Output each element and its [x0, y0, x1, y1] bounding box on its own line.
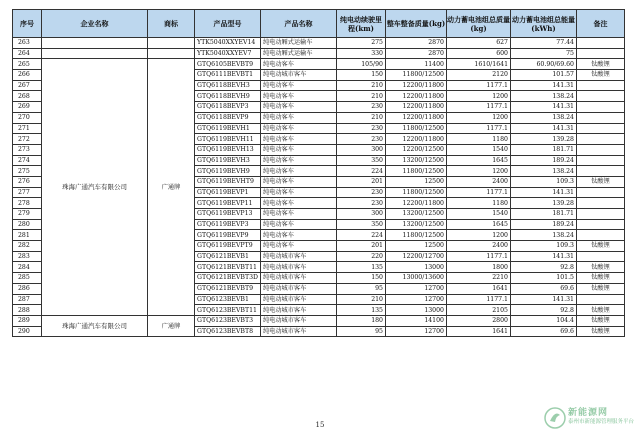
row-battery-mass: 1177.1: [447, 102, 511, 113]
row-product-name: 纯电动客车: [261, 241, 337, 252]
header-brand: 商标: [148, 10, 195, 38]
row-model: GTQ6119BEVPT9: [195, 241, 261, 252]
row-curb-mass: 12500: [386, 241, 447, 252]
row-model: GTQ6119BEVH11: [195, 134, 261, 145]
row-model: GTQ6121BEVBT3D: [195, 273, 261, 284]
row-note: 钛酸锂: [577, 273, 625, 284]
row-product-name: 纯电动客车: [261, 91, 337, 102]
row-battery-mass: 1540: [447, 144, 511, 155]
row-battery-energy: 141.31: [511, 80, 577, 91]
row-note: [577, 48, 625, 59]
row-note: [577, 91, 625, 102]
row-product-name: 纯电动城市客车: [261, 305, 337, 316]
row-company: 珠海广通汽车有限公司: [42, 315, 148, 336]
row-curb-mass: 12700: [386, 326, 447, 337]
row-seq: 279: [13, 209, 42, 220]
row-product-name: 纯电动客车: [261, 102, 337, 113]
row-range: 230: [337, 123, 386, 134]
row-note: [577, 294, 625, 305]
row-seq: 281: [13, 230, 42, 241]
row-battery-mass: 1800: [447, 262, 511, 273]
row-battery-mass: 1177.1: [447, 294, 511, 305]
row-seq: 282: [13, 241, 42, 252]
row-range: 95: [337, 326, 386, 337]
row-curb-mass: 13200/12500: [386, 209, 447, 220]
row-product-name: 纯电动城市客车: [261, 251, 337, 262]
row-battery-mass: 2120: [447, 70, 511, 81]
row-range: 224: [337, 166, 386, 177]
row-seq: 289: [13, 315, 42, 326]
table-row: [13, 48, 625, 59]
row-model: GTQ6123BEVBT8: [195, 326, 261, 337]
row-model: GTQ6123BEVBT3: [195, 315, 261, 326]
row-note: [577, 230, 625, 241]
row-model: GTQ6119BEVH13: [195, 144, 261, 155]
header-model: 产品型号: [195, 10, 261, 38]
row-battery-mass: 2400: [447, 176, 511, 187]
row-range: 350: [337, 219, 386, 230]
header-product-name: 产品名称: [261, 10, 337, 38]
row-seq: 285: [13, 273, 42, 284]
row-note: [577, 166, 625, 177]
row-note: [577, 209, 625, 220]
row-battery-mass: 1180: [447, 134, 511, 145]
row-product-name: 纯电动客车: [261, 230, 337, 241]
row-range: 201: [337, 241, 386, 252]
row-note: [577, 112, 625, 123]
row-seq: 290: [13, 326, 42, 337]
row-curb-mass: 13000/13600: [386, 273, 447, 284]
row-battery-energy: 109.3: [511, 176, 577, 187]
header-curb-mass: 整车整备质量(kg): [386, 10, 447, 38]
row-note: [577, 198, 625, 209]
row-note: 钛酸锂: [577, 326, 625, 337]
row-curb-mass: 12700: [386, 294, 447, 305]
row-model: GTQ6119BEVP3: [195, 219, 261, 230]
row-seq: 273: [13, 144, 42, 155]
row-range: 150: [337, 70, 386, 81]
row-product-name: 纯电动厢式运输车: [261, 48, 337, 59]
row-company: [42, 48, 148, 59]
watermark-subtitle: 泰州市新能源管理服务平台: [567, 419, 634, 425]
row-brand: 广通牌: [148, 315, 195, 336]
row-seq: 271: [13, 123, 42, 134]
row-note: [577, 102, 625, 113]
row-curb-mass: 13200/12500: [386, 219, 447, 230]
row-product-name: 纯电动城市客车: [261, 294, 337, 305]
row-product-name: 纯电动客车: [261, 112, 337, 123]
row-range: 300: [337, 144, 386, 155]
row-product-name: 纯电动客车: [261, 219, 337, 230]
row-model: GTQ6123BEVBT11: [195, 305, 261, 316]
row-seq: 267: [13, 80, 42, 91]
row-model: GTQ6121BEVBT11: [195, 262, 261, 273]
row-battery-mass: 1177.1: [447, 123, 511, 134]
row-battery-energy: 77.44: [511, 38, 577, 49]
table-row: [13, 59, 625, 70]
row-curb-mass: 12200/11800: [386, 134, 447, 145]
header-company: 企业名称: [42, 10, 148, 38]
row-battery-energy: 181.71: [511, 144, 577, 155]
row-seq: 272: [13, 134, 42, 145]
header-battery-energy: 动力蓄电池组总能量(kWh): [511, 10, 577, 38]
row-range: 275: [337, 38, 386, 49]
row-battery-energy: 69.6: [511, 326, 577, 337]
row-battery-mass: 1200: [447, 112, 511, 123]
row-model: GTQ6119BEVP13: [195, 209, 261, 220]
header-range: 纯电动续驶里程(km): [337, 10, 386, 38]
row-battery-mass: 1177.1: [447, 80, 511, 91]
row-product-name: 纯电动城市客车: [261, 262, 337, 273]
row-product-name: 纯电动城市客车: [261, 315, 337, 326]
row-battery-mass: 1641: [447, 283, 511, 294]
vehicle-catalog-table: [12, 9, 625, 337]
row-product-name: 纯电动厢式运输车: [261, 38, 337, 49]
row-curb-mass: 13200/12500: [386, 155, 447, 166]
row-model: GTQ6119BEVH3: [195, 155, 261, 166]
row-curb-mass: 12200/11800: [386, 91, 447, 102]
row-battery-energy: 181.71: [511, 209, 577, 220]
row-battery-energy: 141.31: [511, 251, 577, 262]
row-seq: 266: [13, 70, 42, 81]
row-battery-energy: 138.24: [511, 230, 577, 241]
row-note: [577, 134, 625, 145]
row-range: 300: [337, 209, 386, 220]
row-battery-mass: 1645: [447, 155, 511, 166]
header-note: 备注: [577, 10, 625, 38]
row-range: 210: [337, 112, 386, 123]
row-battery-energy: 138.24: [511, 166, 577, 177]
row-product-name: 纯电动客车: [261, 59, 337, 70]
row-note: [577, 123, 625, 134]
row-brand: 广通牌: [148, 59, 195, 316]
row-model: GTQ6118BEVP9: [195, 112, 261, 123]
header-battery-mass: 动力蓄电池组总质量(kg): [447, 10, 511, 38]
row-curb-mass: 2870: [386, 48, 447, 59]
row-seq: 277: [13, 187, 42, 198]
row-battery-energy: 141.31: [511, 294, 577, 305]
row-curb-mass: 12200/12700: [386, 251, 447, 262]
row-battery-energy: 104.4: [511, 315, 577, 326]
row-range: 230: [337, 187, 386, 198]
row-model: GTQ6119BEVP11: [195, 198, 261, 209]
row-battery-mass: 1180: [447, 198, 511, 209]
header-row: [13, 10, 625, 38]
row-range: 210: [337, 80, 386, 91]
row-battery-energy: 138.24: [511, 112, 577, 123]
row-battery-mass: 1540: [447, 209, 511, 220]
row-battery-mass: 2400: [447, 241, 511, 252]
row-note: 钛酸锂: [577, 241, 625, 252]
row-product-name: 纯电动客车: [261, 198, 337, 209]
row-battery-mass: 600: [447, 48, 511, 59]
header-seq: 序号: [13, 10, 42, 38]
row-product-name: 纯电动客车: [261, 187, 337, 198]
row-product-name: 纯电动城市客车: [261, 326, 337, 337]
row-battery-mass: 1641: [447, 326, 511, 337]
row-battery-mass: 2800: [447, 315, 511, 326]
row-seq: 263: [13, 38, 42, 49]
row-model: GTQ6119BEVH9: [195, 166, 261, 177]
row-battery-energy: 141.31: [511, 123, 577, 134]
row-model: YTK5040XXYEV7: [195, 48, 261, 59]
row-range: 230: [337, 198, 386, 209]
row-battery-mass: 1177.1: [447, 187, 511, 198]
row-range: 105/90: [337, 59, 386, 70]
row-product-name: 纯电动城市客车: [261, 283, 337, 294]
row-curb-mass: 2870: [386, 38, 447, 49]
row-note: 钛酸锂: [577, 176, 625, 187]
page-number: 15: [315, 421, 325, 429]
row-company: 珠海广通汽车有限公司: [42, 59, 148, 316]
row-battery-energy: 109.3: [511, 241, 577, 252]
row-battery-mass: 1200: [447, 230, 511, 241]
row-seq: 274: [13, 155, 42, 166]
row-range: 330: [337, 48, 386, 59]
row-model: GTQ6111BEVBT1: [195, 70, 261, 81]
row-battery-mass: 2105: [447, 305, 511, 316]
row-product-name: 纯电动客车: [261, 80, 337, 91]
row-product-name: 纯电动城市客车: [261, 273, 337, 284]
row-range: 220: [337, 251, 386, 262]
row-battery-energy: 189.24: [511, 219, 577, 230]
table-row: [13, 38, 625, 49]
row-battery-energy: 139.28: [511, 198, 577, 209]
row-curb-mass: 12500: [386, 176, 447, 187]
row-battery-mass: 1645: [447, 219, 511, 230]
row-curb-mass: 13000: [386, 262, 447, 273]
watermark: [544, 407, 634, 429]
row-product-name: 纯电动城市客车: [261, 70, 337, 81]
row-note: [577, 187, 625, 198]
row-product-name: 纯电动客车: [261, 134, 337, 145]
row-range: 135: [337, 262, 386, 273]
row-range: 95: [337, 283, 386, 294]
row-seq: 283: [13, 251, 42, 262]
row-note: 钛酸锂: [577, 315, 625, 326]
row-battery-mass: 1200: [447, 91, 511, 102]
row-model: GTQ6119BEVP9: [195, 230, 261, 241]
row-range: 150: [337, 273, 386, 284]
row-model: GTQ6118BEVH3: [195, 80, 261, 91]
row-battery-energy: 139.28: [511, 134, 577, 145]
row-seq: 287: [13, 294, 42, 305]
row-battery-energy: 141.31: [511, 187, 577, 198]
row-model: GTQ6118BEVH9: [195, 91, 261, 102]
row-curb-mass: 14100: [386, 315, 447, 326]
row-curb-mass: 12200/11800: [386, 198, 447, 209]
row-model: GTQ6118BEVP3: [195, 102, 261, 113]
row-battery-mass: 1200: [447, 166, 511, 177]
row-model: YTK5040XXYEV14: [195, 38, 261, 49]
row-note: 钛酸锂: [577, 70, 625, 81]
row-battery-mass: 1177.1: [447, 251, 511, 262]
row-seq: 278: [13, 198, 42, 209]
row-product-name: 纯电动客车: [261, 123, 337, 134]
row-product-name: 纯电动客车: [261, 144, 337, 155]
row-note: [577, 219, 625, 230]
row-battery-energy: 101.57: [511, 70, 577, 81]
row-seq: 280: [13, 219, 42, 230]
watermark-title: 新能源网: [567, 408, 608, 418]
row-model: GTQ6119BEVHT9: [195, 176, 261, 187]
row-curb-mass: 11800/12500: [386, 187, 447, 198]
row-product-name: 纯电动客车: [261, 176, 337, 187]
row-battery-energy: 189.24: [511, 155, 577, 166]
row-curb-mass: 12700: [386, 283, 447, 294]
row-curb-mass: 12200/11800: [386, 112, 447, 123]
row-battery-mass: 2210: [447, 273, 511, 284]
row-range: 230: [337, 134, 386, 145]
row-battery-energy: 101.5: [511, 273, 577, 284]
row-product-name: 纯电动客车: [261, 166, 337, 177]
row-note: [577, 155, 625, 166]
row-seq: 269: [13, 102, 42, 113]
row-battery-energy: 92.8: [511, 305, 577, 316]
row-seq: 288: [13, 305, 42, 316]
row-brand: [148, 38, 195, 49]
row-range: 210: [337, 294, 386, 305]
table-row: [13, 315, 625, 326]
row-range: 350: [337, 155, 386, 166]
row-battery-energy: 141.31: [511, 102, 577, 113]
row-range: 135: [337, 305, 386, 316]
row-range: 230: [337, 102, 386, 113]
row-product-name: 纯电动客车: [261, 209, 337, 220]
row-battery-energy: 138.24: [511, 91, 577, 102]
watermark-logo-icon: [544, 407, 566, 429]
row-note: [577, 38, 625, 49]
row-curb-mass: 12200/11800: [386, 80, 447, 91]
row-curb-mass: 11800/12500: [386, 230, 447, 241]
row-model: GTQ6105BEVBT9: [195, 59, 261, 70]
row-seq: 264: [13, 48, 42, 59]
row-seq: 275: [13, 166, 42, 177]
row-note: [577, 144, 625, 155]
row-range: 180: [337, 315, 386, 326]
row-note: 钛酸锂: [577, 283, 625, 294]
row-note: [577, 80, 625, 91]
row-curb-mass: 12200/11800: [386, 102, 447, 113]
row-battery-energy: 75: [511, 48, 577, 59]
row-battery-mass: 627: [447, 38, 511, 49]
row-seq: 270: [13, 112, 42, 123]
row-note: [577, 251, 625, 262]
row-curb-mass: 13000: [386, 305, 447, 316]
row-curb-mass: 11800/12500: [386, 123, 447, 134]
row-battery-mass: 1610/1641: [447, 59, 511, 70]
row-product-name: 纯电动客车: [261, 155, 337, 166]
row-model: GTQ6119BEVP1: [195, 187, 261, 198]
row-note: 钛酸锂: [577, 262, 625, 273]
row-brand: [148, 48, 195, 59]
row-curb-mass: 12200/12500: [386, 144, 447, 155]
row-company: [42, 38, 148, 49]
row-battery-energy: 92.8: [511, 262, 577, 273]
row-seq: 284: [13, 262, 42, 273]
row-curb-mass: 11400: [386, 59, 447, 70]
row-range: 224: [337, 230, 386, 241]
row-seq: 286: [13, 283, 42, 294]
row-note: 钛酸锂: [577, 305, 625, 316]
row-battery-energy: 69.6: [511, 283, 577, 294]
row-battery-energy: 60.90/69.60: [511, 59, 577, 70]
row-range: 201: [337, 176, 386, 187]
row-seq: 276: [13, 176, 42, 187]
row-curb-mass: 11800/12500: [386, 166, 447, 177]
row-model: GTQ6119BEVH1: [195, 123, 261, 134]
row-note: 钛酸锂: [577, 59, 625, 70]
row-model: GTQ6121BEVBT9: [195, 283, 261, 294]
row-model: GTQ6123BEVB1: [195, 294, 261, 305]
row-seq: 268: [13, 91, 42, 102]
row-seq: 265: [13, 59, 42, 70]
row-model: GTQ6121BEVB1: [195, 251, 261, 262]
row-curb-mass: 11800/12500: [386, 70, 447, 81]
row-range: 210: [337, 91, 386, 102]
